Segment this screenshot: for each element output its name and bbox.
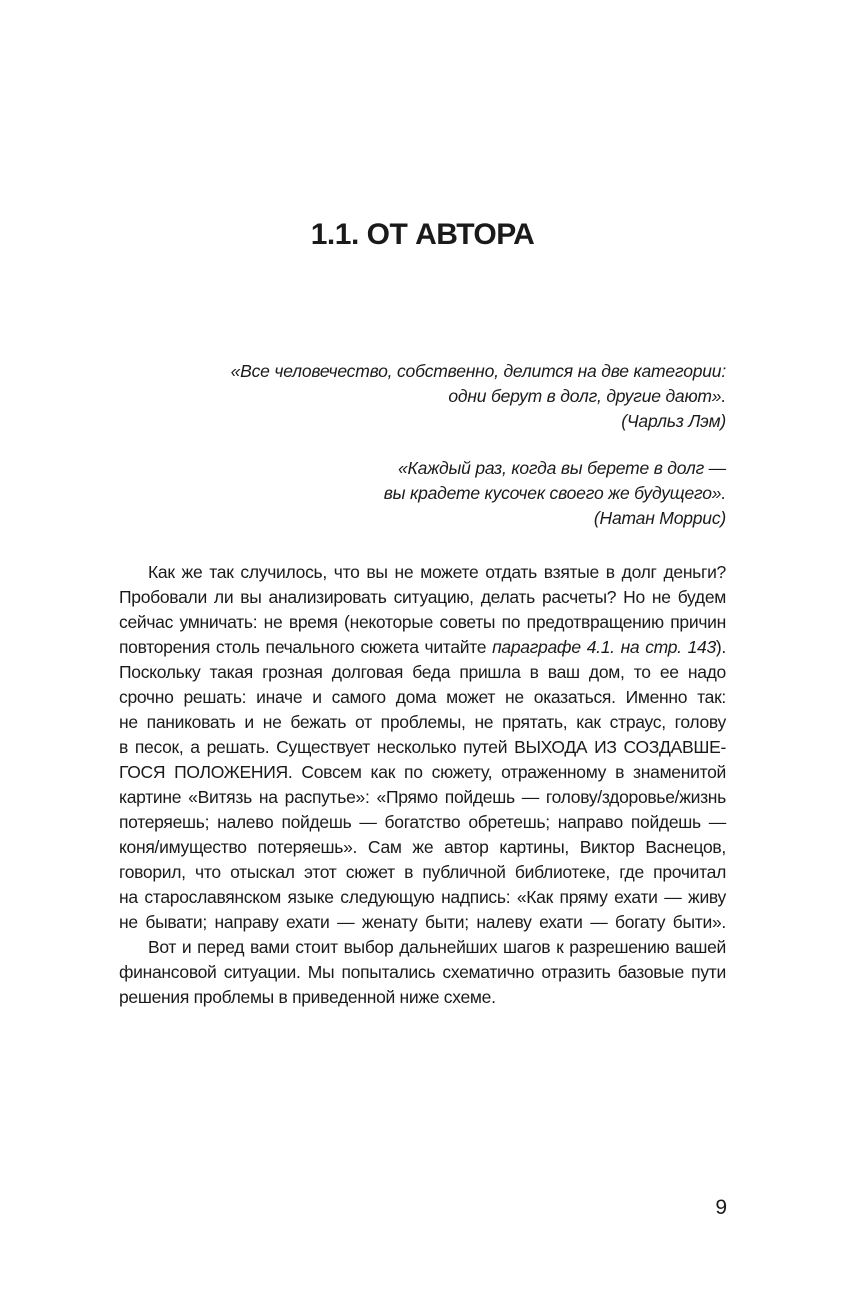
text-line: коня/имущество потеряешь». Сам же автор картины, Виктор Васнецов,	[119, 837, 726, 857]
text-line: не паниковать и не бежать от проблемы, не прятать, как страус, голову	[119, 712, 726, 732]
text-line: не бывати; направу ехати — женату быти; налеву ехати — богату быти».	[119, 912, 726, 932]
text-line: картине «Витязь на распутье»: «Прямо пойдешь — голову/здоровье/жизнь	[119, 787, 726, 807]
text-line: решения проблемы в приведенной ниже схеме.	[119, 987, 496, 1007]
epigraph-quote-line: «Все человечество, собственно, делится на две категории:	[230, 361, 726, 381]
epigraph-author: (Натан Моррис)	[593, 508, 726, 528]
text-line: Поскольку такая грозная долговая беда пришла в ваш дом, то ее надо	[119, 662, 726, 682]
text-line: Как же так случилось, что вы не можете отдать взятые в долг деньги?	[148, 562, 726, 582]
epigraph-morris	[206, 456, 726, 531]
text-line: финансовой ситуации. Мы попытались схематично отразить базовые пути	[119, 962, 726, 982]
text-line: в песок, а решать. Существует несколько путей ВЫХОДА ИЗ СОЗДАВШЕ-	[119, 737, 726, 757]
cross-reference: параграфе 4.1. на стр. 143	[492, 637, 716, 657]
text-line: на старославянском языке следующую надпись: «Как пряму ехати — живу	[119, 887, 726, 907]
text-fragment: повторения столь печального сюжета читайте	[119, 637, 493, 657]
text-line	[119, 635, 726, 660]
epigraph-quote-line: одни берут в долг, другие дают».	[448, 386, 726, 406]
page-number: 9	[715, 1196, 727, 1219]
text-line: Вот и перед вами стоит выбор дальнейших шагов к разрешению вашей	[148, 937, 726, 957]
epigraph-quote-line: «Каждый раз, когда вы берете в долг —	[398, 458, 726, 478]
epigraph-author: (Чарльз Лэм)	[621, 411, 726, 431]
text-line: срочно решать: иначе и самого дома может не оказаться. Именно так:	[119, 687, 726, 707]
chapter-heading: 1.1. ОТ АВТОРА	[310, 218, 535, 251]
body-text	[119, 560, 726, 1010]
paragraph-2	[119, 935, 726, 1010]
epigraph-quote-line: вы крадете кусочек своего же будущего».	[383, 483, 726, 503]
text-line: потеряешь; налево пойдешь — богатство обретешь; направо пойдешь —	[119, 812, 726, 832]
paragraph-1	[119, 560, 726, 935]
epigraph-lamb	[206, 359, 726, 434]
text-fragment: ).	[715, 637, 726, 657]
text-line: ГОСЯ ПОЛОЖЕНИЯ. Совсем как по сюжету, отраженному в знаменитой	[119, 762, 726, 782]
text-line: сейчас умничать: не время (некоторые советы по предотвращению причин	[119, 612, 726, 632]
text-line: Пробовали ли вы анализировать ситуацию, делать расчеты? Но не будем	[119, 587, 726, 607]
text-line: говорил, что отыскал этот сюжет в публичной библиотеке, где прочитал	[119, 862, 726, 882]
